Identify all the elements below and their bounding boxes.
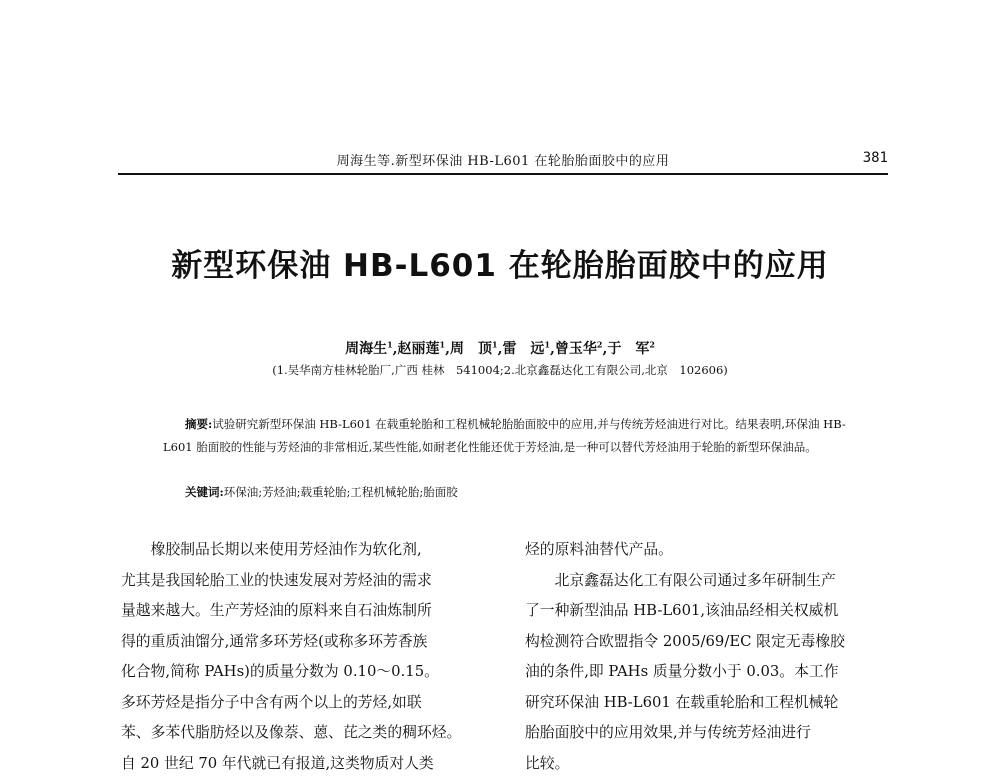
author: 雷 远 <box>502 341 544 357</box>
keywords-label: 关键词: <box>185 485 224 499</box>
body-line: 量越来越大。生产芳烃油的原料来自石油炼制所 <box>121 596 493 627</box>
header-rule <box>118 173 888 175</box>
body-line: 油的条件,即 PAHs 质量分数小于 0.03。本工作 <box>525 657 901 688</box>
author: 周海生 <box>345 341 387 357</box>
body-line: 构检测符合欧盟指令 2005/69/EC 限定无毒橡胶 <box>525 627 901 658</box>
page-number: 381 <box>863 150 888 166</box>
author-affiliation-mark: 1 <box>544 339 550 349</box>
author: 赵丽莲 <box>398 341 440 357</box>
keywords <box>163 484 853 500</box>
author-affiliation-mark: 1 <box>387 339 393 349</box>
keywords-text: 环保油;芳烃油;载重轮胎;工程机械轮胎;胎面胶 <box>224 485 458 499</box>
body-line: 了一种新型油品 HB-L601,该油品经相关权威机 <box>525 596 901 627</box>
body-line: 得的重质油馏分,通常多环芳烃(或称多环芳香族 <box>121 627 493 658</box>
abstract <box>163 413 853 459</box>
author-affiliation-mark: 1 <box>440 339 446 349</box>
body-line: 自 20 世纪 70 年代就已有报道,这类物质对人类 <box>121 749 493 779</box>
author: 周 顶 <box>450 341 492 357</box>
author-affiliation-mark: 1 <box>492 339 498 349</box>
abstract-label: 摘要: <box>185 417 212 431</box>
author-affiliation-mark: 2 <box>649 339 655 349</box>
affiliation: (1.吴华南方桂林轮胎厂,广西 桂林 541004;2.北京鑫磊达化工有限公司,北京 102606) <box>0 362 1000 378</box>
body-line: 北京鑫磊达化工有限公司通过多年研制生产 <box>525 566 901 597</box>
body-column-left <box>121 535 493 779</box>
body-line: 苯、多苯代脂肪烃以及像萘、蒽、芘之类的稠环烃。 <box>121 718 493 749</box>
body-line: 烃的原料油替代产品。 <box>525 535 901 566</box>
body-line: 橡胶制品长期以来使用芳烃油作为软化剂, <box>121 535 493 566</box>
author: 于 军 <box>607 341 649 357</box>
author-list: 周海生$^1$,赵丽莲$^1$,周 顶$^1$,雷 远$^1$,曾玉华$^2$,于 军$^2$ <box>0 338 1000 358</box>
body-line: 化合物,简称 PAHs)的质量分数为 0.10～0.15。 <box>121 657 493 688</box>
body-line: 多环芳烃是指分子中含有两个以上的芳烃,如联 <box>121 688 493 719</box>
body-line: 尤其是我国轮胎工业的快速发展对芳烃油的需求 <box>121 566 493 597</box>
body-column-right <box>525 535 901 779</box>
body-line: 比较。 <box>525 749 901 779</box>
body-line: 胎胎面胶中的应用效果,并与传统芳烃油进行 <box>525 718 901 749</box>
abstract-text: 试验研究新型环保油 HB-L601 在载重轮胎和工程机械轮胎胎面胶中的应用,并与传统芳烃油进行对比。结果表明,环保油 HB-L601 胎面胶的性能与芳烃油的非常相近,某些性能,如耐老化性能还优于芳烃油,是一种可以替代芳烃油用于轮胎的新型环保油品。 <box>163 417 846 454</box>
author-affiliation-mark: 2 <box>597 339 603 349</box>
running-head <box>118 150 888 172</box>
author: 曾玉华 <box>555 341 597 357</box>
running-head-title: 周海生等.新型环保油 HB-L601 在轮胎胎面胶中的应用 <box>118 150 888 169</box>
paper-title: 新型环保油 HB-L601 在轮胎胎面胶中的应用 <box>0 240 1000 285</box>
body-line: 研究环保油 HB-L601 在载重轮胎和工程机械轮 <box>525 688 901 719</box>
